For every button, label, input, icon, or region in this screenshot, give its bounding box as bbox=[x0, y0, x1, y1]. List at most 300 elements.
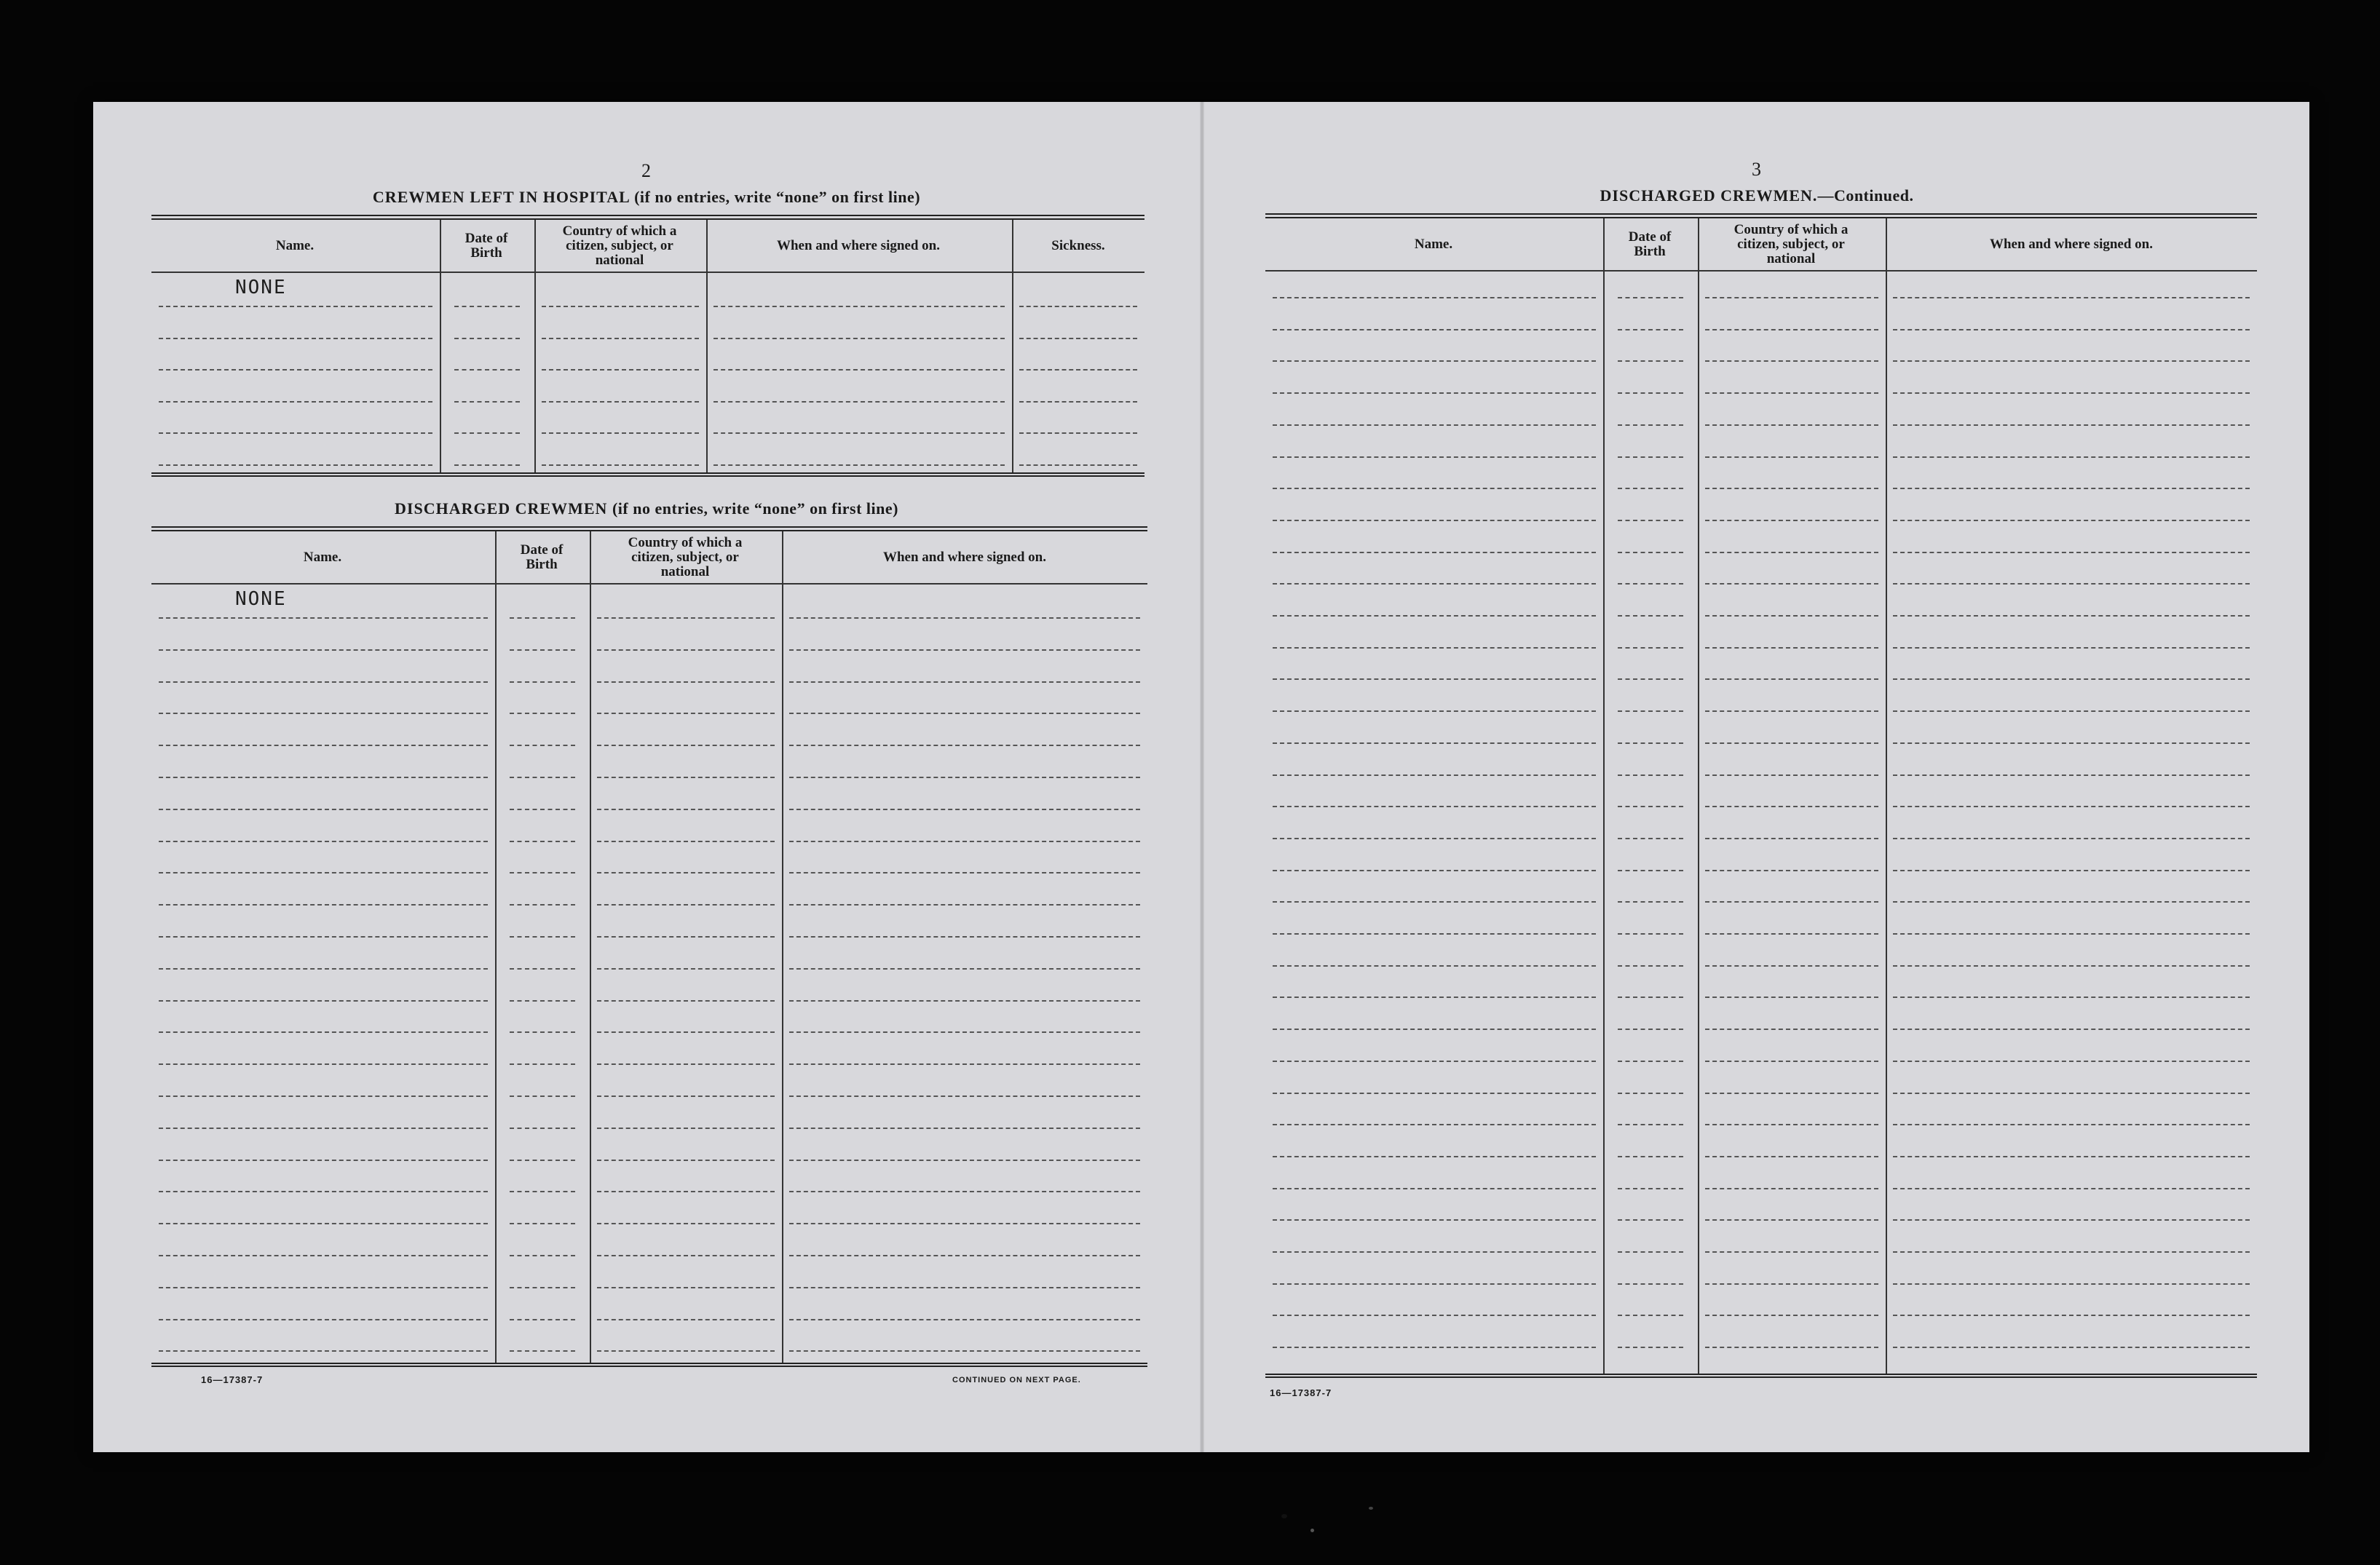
entry-line bbox=[1705, 901, 1878, 903]
entry-line bbox=[510, 872, 575, 873]
column-divider bbox=[1012, 220, 1013, 472]
form-sheet bbox=[93, 102, 2309, 1452]
col-header-dob: Date of Birth bbox=[520, 542, 564, 572]
entry-line bbox=[1273, 710, 1596, 712]
col-header-signed: When and where signed on. bbox=[776, 237, 940, 253]
entry-line bbox=[159, 904, 488, 906]
entry-line bbox=[1893, 901, 2250, 903]
entry-line bbox=[159, 1350, 488, 1352]
entry-line bbox=[159, 1063, 488, 1065]
entry-line bbox=[1893, 583, 2250, 585]
entry-line bbox=[789, 1350, 1140, 1352]
entry-line bbox=[1273, 1251, 1596, 1253]
entry-line bbox=[159, 369, 432, 371]
entry-line bbox=[159, 1319, 488, 1320]
entry-line bbox=[159, 1000, 488, 1002]
hospital-table bbox=[151, 215, 1144, 477]
entry-line bbox=[1893, 424, 2250, 426]
entry-line bbox=[1893, 933, 2250, 935]
entry-line bbox=[1273, 520, 1596, 521]
entry-line bbox=[597, 713, 775, 714]
entry-line bbox=[1273, 806, 1596, 807]
entry-line bbox=[1273, 742, 1596, 744]
left-page bbox=[93, 102, 1200, 1452]
entry-line bbox=[1618, 997, 1683, 998]
entry-line bbox=[789, 809, 1140, 810]
entry-line bbox=[159, 338, 432, 339]
form-number-left: 16—17387-7 bbox=[201, 1374, 264, 1385]
column-divider bbox=[534, 220, 536, 472]
entry-line bbox=[1705, 965, 1878, 967]
entry-line bbox=[1618, 1283, 1683, 1285]
entry-line bbox=[1618, 392, 1683, 394]
entry-line bbox=[1705, 552, 1878, 553]
entry-line bbox=[510, 841, 575, 842]
entry-line bbox=[789, 1255, 1140, 1256]
entry-line bbox=[1273, 1156, 1596, 1157]
entry-line bbox=[510, 681, 575, 683]
entry-line bbox=[597, 1350, 775, 1352]
entry-line bbox=[597, 745, 775, 746]
entry-line bbox=[1893, 1251, 2250, 1253]
entry-line bbox=[597, 1160, 775, 1161]
entry-line bbox=[510, 1191, 575, 1192]
entry-line bbox=[1618, 424, 1683, 426]
entry-line bbox=[1273, 901, 1596, 903]
entry-line bbox=[789, 1063, 1140, 1065]
entry-line bbox=[1273, 488, 1596, 489]
entry-line bbox=[713, 464, 1005, 466]
entry-line bbox=[1618, 1093, 1683, 1094]
entry-line bbox=[159, 936, 488, 938]
entry-line bbox=[1273, 456, 1596, 458]
entry-line bbox=[1618, 615, 1683, 617]
entry-line bbox=[1705, 360, 1878, 362]
entry-line bbox=[1705, 997, 1878, 998]
entry-line bbox=[542, 432, 699, 434]
entry-line bbox=[597, 1223, 775, 1224]
entry-line bbox=[597, 1319, 775, 1320]
entry-line bbox=[1705, 774, 1878, 776]
entry-line bbox=[510, 1350, 575, 1352]
entry-line bbox=[789, 968, 1140, 970]
entry-line bbox=[789, 872, 1140, 873]
entry-line bbox=[597, 1287, 775, 1288]
table-bottom-rule bbox=[151, 472, 1144, 477]
entry-line bbox=[1893, 965, 2250, 967]
column-divider bbox=[1886, 218, 1887, 1374]
table-bottom-rule bbox=[1265, 1374, 2257, 1378]
table-bottom-rule bbox=[151, 1363, 1147, 1367]
entry-line bbox=[789, 1096, 1140, 1097]
entry-line bbox=[1705, 838, 1878, 839]
entry-line bbox=[597, 1000, 775, 1002]
discharged-continued-title bbox=[1204, 186, 2309, 205]
entry-line bbox=[1893, 774, 2250, 776]
entry-line bbox=[1893, 1029, 2250, 1030]
entry-line bbox=[1019, 401, 1137, 403]
entry-line bbox=[1618, 1347, 1683, 1348]
hospital-first-entry: NONE bbox=[235, 277, 287, 298]
entry-line bbox=[1273, 1315, 1596, 1316]
speck-mark bbox=[1310, 1529, 1314, 1532]
entry-line bbox=[510, 1063, 575, 1065]
entry-line bbox=[1618, 583, 1683, 585]
entry-line bbox=[1273, 1283, 1596, 1285]
entry-line bbox=[1273, 1093, 1596, 1094]
entry-line bbox=[597, 1031, 775, 1033]
entry-line bbox=[1618, 870, 1683, 871]
entry-line bbox=[1705, 647, 1878, 649]
entry-line bbox=[1618, 360, 1683, 362]
speck-mark bbox=[1281, 1514, 1287, 1518]
entry-line bbox=[159, 617, 488, 619]
entry-line bbox=[159, 809, 488, 810]
entry-line bbox=[1618, 456, 1683, 458]
col-header-country: Country of which a citizen, subject, or national bbox=[562, 223, 677, 268]
entry-line bbox=[1618, 297, 1683, 298]
entry-line bbox=[1705, 583, 1878, 585]
entry-line bbox=[1705, 488, 1878, 489]
entry-line bbox=[159, 464, 432, 466]
entry-line bbox=[1618, 901, 1683, 903]
entry-line bbox=[1893, 1156, 2250, 1157]
entry-line bbox=[454, 401, 520, 403]
discharged-table bbox=[151, 526, 1147, 1367]
discharged-title-text: DISCHARGED CREWMEN bbox=[395, 499, 608, 518]
discharged-continued-table bbox=[1265, 213, 2257, 1378]
column-divider bbox=[706, 220, 708, 472]
entry-line bbox=[713, 338, 1005, 339]
entry-line bbox=[597, 1063, 775, 1065]
hospital-title-note: (if no entries, write “none” on first line) bbox=[634, 188, 921, 206]
continued-title-note: —Continued. bbox=[1817, 186, 1914, 205]
entry-line bbox=[1705, 1029, 1878, 1030]
entry-line bbox=[1618, 1219, 1683, 1221]
column-divider bbox=[782, 531, 783, 1363]
entry-line bbox=[597, 1255, 775, 1256]
entry-line bbox=[597, 681, 775, 683]
entry-line bbox=[1618, 1315, 1683, 1316]
entry-line bbox=[1893, 520, 2250, 521]
entry-line bbox=[454, 306, 520, 307]
entry-line bbox=[1893, 329, 2250, 330]
column-divider bbox=[1603, 218, 1605, 1374]
entry-line bbox=[159, 1191, 488, 1192]
entry-line bbox=[1705, 1347, 1878, 1348]
entry-line bbox=[1893, 838, 2250, 839]
entry-line bbox=[789, 649, 1140, 651]
col-header-name: Name. bbox=[303, 549, 342, 565]
entry-line bbox=[1618, 965, 1683, 967]
entry-line bbox=[597, 872, 775, 873]
column-divider bbox=[590, 531, 591, 1363]
entry-line bbox=[1705, 1188, 1878, 1189]
entry-line bbox=[789, 1319, 1140, 1320]
entry-line bbox=[1618, 647, 1683, 649]
entry-line bbox=[1273, 997, 1596, 998]
entry-line bbox=[159, 1160, 488, 1161]
page-number-right: 3 bbox=[1752, 159, 1762, 180]
entry-line bbox=[542, 306, 699, 307]
entry-line bbox=[1893, 488, 2250, 489]
entry-line bbox=[713, 306, 1005, 307]
entry-line bbox=[1893, 615, 2250, 617]
entry-line bbox=[1019, 464, 1137, 466]
entry-line bbox=[789, 745, 1140, 746]
header-divider bbox=[151, 583, 1147, 585]
entry-line bbox=[510, 936, 575, 938]
entry-line bbox=[597, 841, 775, 842]
entry-line bbox=[597, 1128, 775, 1129]
entry-line bbox=[1705, 678, 1878, 680]
entry-line bbox=[789, 681, 1140, 683]
entry-line bbox=[1019, 432, 1137, 434]
entry-line bbox=[1893, 392, 2250, 394]
entry-line bbox=[789, 1031, 1140, 1033]
entry-line bbox=[1618, 1029, 1683, 1030]
entry-line bbox=[1273, 1188, 1596, 1189]
entry-line bbox=[454, 369, 520, 371]
entry-line bbox=[159, 745, 488, 746]
column-divider bbox=[440, 220, 441, 472]
discharged-first-entry: NONE bbox=[235, 588, 287, 610]
continued-note: CONTINUED ON NEXT PAGE. bbox=[952, 1376, 1081, 1384]
entry-line bbox=[510, 1128, 575, 1129]
entry-line bbox=[1705, 806, 1878, 807]
entry-line bbox=[1019, 369, 1137, 371]
entry-line bbox=[159, 872, 488, 873]
entry-line bbox=[1273, 329, 1596, 330]
col-header-signed: When and where signed on. bbox=[1989, 236, 2153, 252]
entry-line bbox=[159, 1287, 488, 1288]
col-header-country: Country of which a citizen, subject, or national bbox=[1733, 221, 1849, 266]
entry-line bbox=[159, 432, 432, 434]
entry-line bbox=[1893, 1093, 2250, 1094]
entry-line bbox=[510, 777, 575, 778]
entry-line bbox=[1273, 360, 1596, 362]
entry-line bbox=[510, 968, 575, 970]
entry-line bbox=[1705, 1251, 1878, 1253]
right-page bbox=[1204, 102, 2309, 1452]
entry-line bbox=[713, 432, 1005, 434]
entry-line bbox=[1705, 710, 1878, 712]
entry-line bbox=[1273, 774, 1596, 776]
entry-line bbox=[510, 713, 575, 714]
column-divider bbox=[495, 531, 497, 1363]
entry-line bbox=[510, 617, 575, 619]
entry-line bbox=[159, 681, 488, 683]
continued-title-text: DISCHARGED CREWMEN. bbox=[1600, 186, 1818, 205]
entry-line bbox=[1893, 456, 2250, 458]
entry-line bbox=[789, 1191, 1140, 1192]
discharged-section-title bbox=[93, 499, 1200, 518]
col-header-name: Name. bbox=[1414, 236, 1453, 252]
entry-line bbox=[510, 1223, 575, 1224]
entry-line bbox=[159, 401, 432, 403]
entry-line bbox=[1273, 615, 1596, 617]
entry-line bbox=[1273, 1347, 1596, 1348]
col-header-country: Country of which a citizen, subject, or national bbox=[628, 534, 743, 579]
entry-line bbox=[542, 464, 699, 466]
col-header-dob: Date of Birth bbox=[1628, 229, 1672, 259]
entry-line bbox=[1618, 710, 1683, 712]
entry-line bbox=[1273, 647, 1596, 649]
entry-line bbox=[1893, 997, 2250, 998]
entry-line bbox=[1618, 1188, 1683, 1189]
entry-line bbox=[789, 1223, 1140, 1224]
column-divider bbox=[1698, 218, 1699, 1374]
entry-line bbox=[789, 617, 1140, 619]
entry-line bbox=[510, 1287, 575, 1288]
entry-line bbox=[510, 1096, 575, 1097]
entry-line bbox=[1273, 1124, 1596, 1125]
col-header-dob: Date of Birth bbox=[464, 230, 508, 261]
table-top-rule bbox=[151, 215, 1144, 220]
entry-line bbox=[1273, 1061, 1596, 1062]
entry-line bbox=[1618, 329, 1683, 330]
entry-line bbox=[1705, 933, 1878, 935]
entry-line bbox=[1273, 678, 1596, 680]
table-top-rule bbox=[151, 526, 1147, 531]
entry-line bbox=[159, 968, 488, 970]
entry-line bbox=[1273, 933, 1596, 935]
entry-line bbox=[1893, 870, 2250, 871]
entry-line bbox=[1618, 678, 1683, 680]
entry-line bbox=[1273, 392, 1596, 394]
entry-line bbox=[1893, 552, 2250, 553]
entry-line bbox=[1618, 1124, 1683, 1125]
entry-line bbox=[597, 777, 775, 778]
entry-line bbox=[159, 777, 488, 778]
entry-line bbox=[1705, 1219, 1878, 1221]
entry-line bbox=[597, 904, 775, 906]
entry-line bbox=[1893, 1124, 2250, 1125]
entry-line bbox=[713, 401, 1005, 403]
entry-line bbox=[1618, 838, 1683, 839]
entry-line bbox=[454, 432, 520, 434]
entry-line bbox=[1273, 1029, 1596, 1030]
entry-line bbox=[1618, 488, 1683, 489]
entry-line bbox=[713, 369, 1005, 371]
entry-line bbox=[597, 936, 775, 938]
entry-line bbox=[510, 1255, 575, 1256]
entry-line bbox=[1273, 552, 1596, 553]
entry-line bbox=[1705, 297, 1878, 298]
entry-line bbox=[1893, 806, 2250, 807]
entry-line bbox=[510, 1160, 575, 1161]
entry-line bbox=[1705, 424, 1878, 426]
entry-line bbox=[789, 904, 1140, 906]
entry-line bbox=[159, 1031, 488, 1033]
entry-line bbox=[159, 1255, 488, 1256]
form-number-right: 16—17387-7 bbox=[1270, 1387, 1332, 1398]
entry-line bbox=[542, 401, 699, 403]
entry-line bbox=[159, 1223, 488, 1224]
entry-line bbox=[1618, 1156, 1683, 1157]
discharged-title-note: (if no entries, write “none” on first line) bbox=[612, 499, 898, 518]
entry-line bbox=[1273, 424, 1596, 426]
entry-line bbox=[789, 841, 1140, 842]
entry-line bbox=[597, 649, 775, 651]
entry-line bbox=[1705, 1093, 1878, 1094]
entry-line bbox=[542, 369, 699, 371]
entry-line bbox=[1705, 870, 1878, 871]
entry-line bbox=[1705, 329, 1878, 330]
entry-line bbox=[1705, 1124, 1878, 1125]
entry-line bbox=[159, 1128, 488, 1129]
entry-line bbox=[1273, 583, 1596, 585]
entry-line bbox=[1705, 615, 1878, 617]
entry-line bbox=[1618, 1251, 1683, 1253]
entry-line bbox=[1618, 520, 1683, 521]
entry-line bbox=[1893, 1188, 2250, 1189]
entry-line bbox=[510, 1031, 575, 1033]
entry-line bbox=[454, 464, 520, 466]
entry-line bbox=[159, 713, 488, 714]
entry-line bbox=[597, 1191, 775, 1192]
entry-line bbox=[510, 1000, 575, 1002]
entry-line bbox=[1618, 774, 1683, 776]
entry-line bbox=[159, 1096, 488, 1097]
hospital-section-title bbox=[93, 188, 1200, 207]
entry-line bbox=[1705, 1283, 1878, 1285]
entry-line bbox=[159, 841, 488, 842]
entry-line bbox=[1618, 742, 1683, 744]
entry-line bbox=[1273, 1219, 1596, 1221]
entry-line bbox=[159, 306, 432, 307]
col-header-signed: When and where signed on. bbox=[882, 549, 1046, 565]
entry-line bbox=[1893, 1315, 2250, 1316]
entry-line bbox=[159, 649, 488, 651]
entry-line bbox=[1705, 392, 1878, 394]
entry-line bbox=[789, 713, 1140, 714]
hospital-title-text: CREWMEN LEFT IN HOSPITAL bbox=[372, 188, 630, 206]
entry-line bbox=[1019, 338, 1137, 339]
entry-line bbox=[1893, 710, 2250, 712]
col-header-name: Name. bbox=[275, 237, 315, 253]
page-number-left: 2 bbox=[641, 160, 652, 181]
entry-line bbox=[454, 338, 520, 339]
entry-line bbox=[1618, 552, 1683, 553]
entry-line bbox=[789, 1160, 1140, 1161]
entry-line bbox=[510, 745, 575, 746]
entry-line bbox=[789, 936, 1140, 938]
entry-line bbox=[510, 649, 575, 651]
entry-line bbox=[1893, 742, 2250, 744]
header-divider bbox=[1265, 270, 2257, 272]
entry-line bbox=[1893, 360, 2250, 362]
entry-line bbox=[1273, 297, 1596, 298]
table-top-rule bbox=[1265, 213, 2257, 218]
entry-line bbox=[789, 1000, 1140, 1002]
entry-line bbox=[1893, 1347, 2250, 1348]
entry-line bbox=[1705, 742, 1878, 744]
entry-line bbox=[510, 1319, 575, 1320]
entry-line bbox=[1893, 1219, 2250, 1221]
entry-line bbox=[1618, 1061, 1683, 1062]
col-header-sickness: Sickness. bbox=[1051, 237, 1105, 253]
entry-line bbox=[1893, 678, 2250, 680]
entry-line bbox=[1019, 306, 1137, 307]
speck-mark bbox=[1369, 1507, 1373, 1510]
header-divider bbox=[151, 272, 1144, 273]
entry-line bbox=[1618, 806, 1683, 807]
entry-line bbox=[510, 809, 575, 810]
entry-line bbox=[597, 617, 775, 619]
entry-line bbox=[597, 809, 775, 810]
entry-line bbox=[597, 968, 775, 970]
